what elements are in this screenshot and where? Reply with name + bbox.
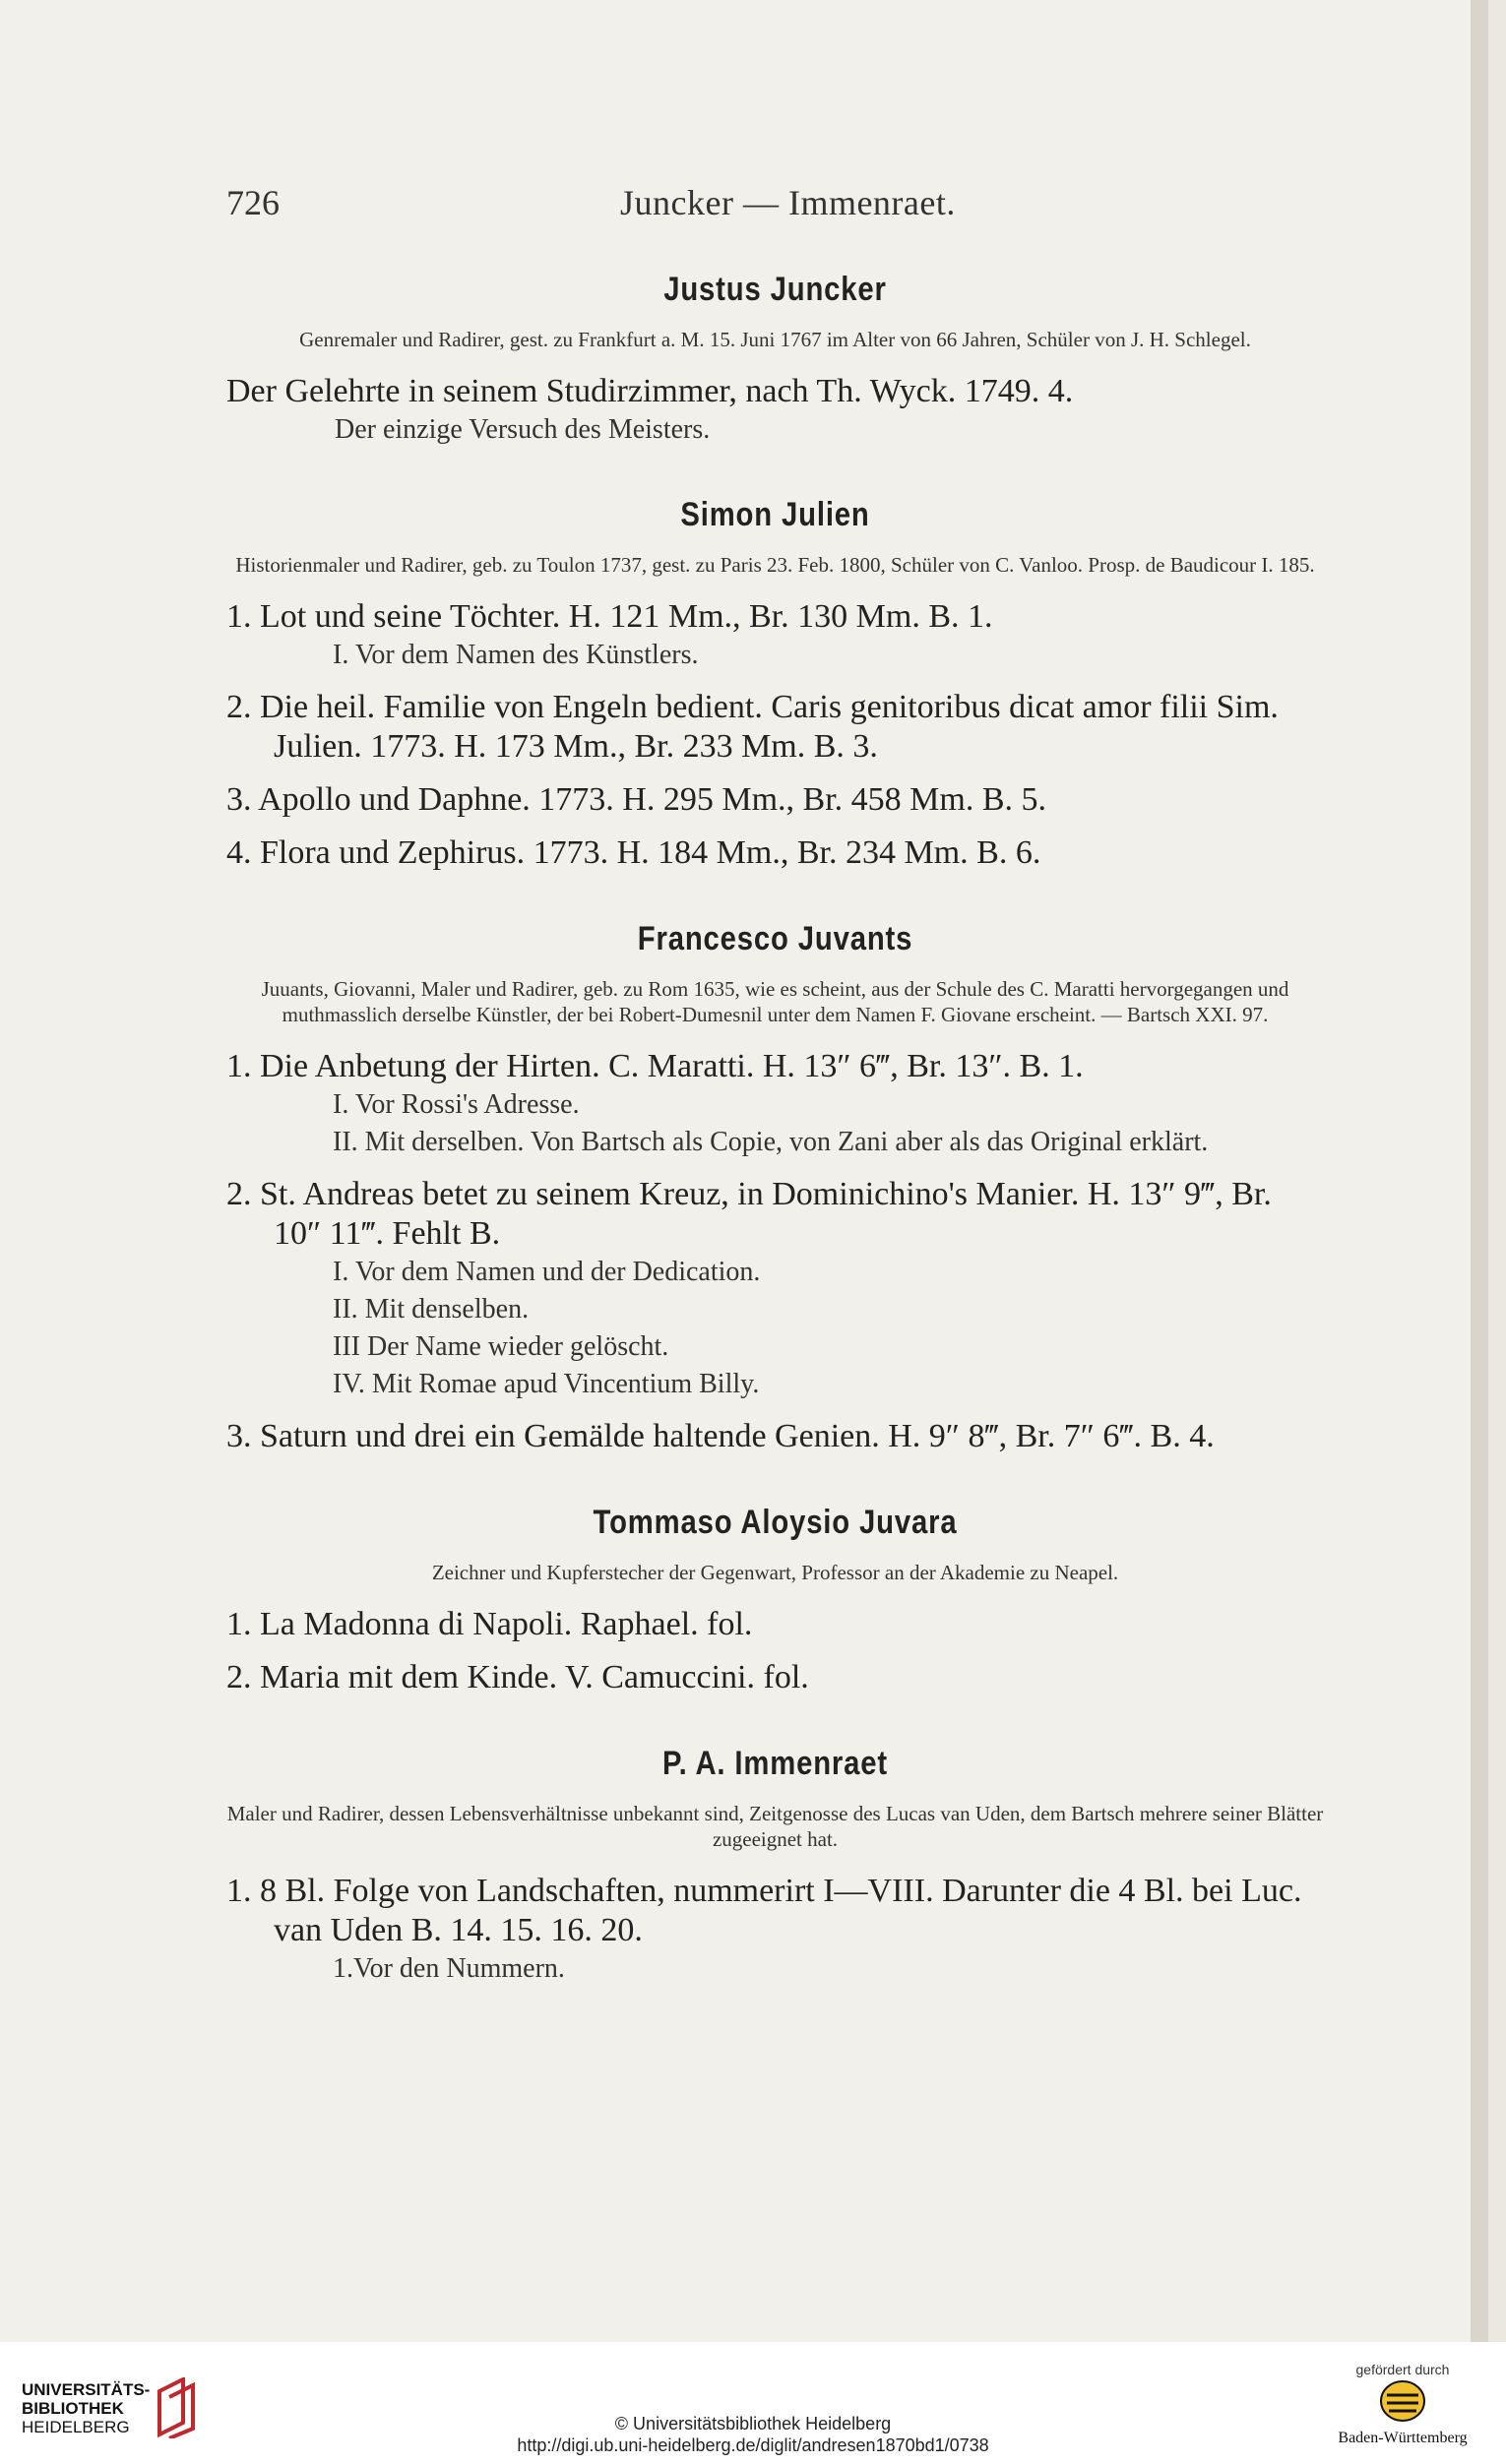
library-name-line3: HEIDELBERG bbox=[22, 2417, 130, 2436]
entry-text: 1. La Madonna di Napoli. Raphael. fol. bbox=[226, 1606, 753, 1642]
digitization-footer bbox=[0, 2342, 1506, 2464]
catalogue-entry bbox=[226, 1047, 1324, 1161]
artist-name: P. A. Immenraet bbox=[661, 1745, 889, 1782]
artist-section bbox=[226, 271, 1324, 449]
artist-name: Justus Juncker bbox=[663, 271, 887, 308]
running-header bbox=[226, 182, 1324, 223]
entry-text: Der Gelehrte in seinem Studirzimmer, nach Th. Wyck. 1749. 4. bbox=[226, 373, 1074, 409]
catalogue-entry bbox=[226, 1872, 1324, 1988]
catalogue-entry bbox=[226, 597, 1324, 674]
copyright-text: © Universitätsbibliothek Heidelberg bbox=[614, 2414, 892, 2433]
entry-state: III Der Name wieder gelöscht. bbox=[333, 1331, 669, 1362]
entry-text: 2. Maria mit dem Kinde. V. Camuccini. fol. bbox=[226, 1659, 809, 1695]
catalogue-entry bbox=[226, 1605, 1324, 1644]
entry-state: 1.Vor den Nummern. bbox=[333, 1953, 565, 1984]
entry-state: II. Mit denselben. bbox=[333, 1294, 530, 1324]
catalogue-entry bbox=[226, 1417, 1324, 1456]
catalogue-entry bbox=[226, 780, 1324, 820]
artist-section bbox=[226, 1504, 1324, 1697]
entry-text: 4. Flora und Zephirus. 1773. H. 184 Mm., Br. 234 Mm. B. 6. bbox=[226, 834, 1041, 871]
entry-state: II. Mit derselben. Von Bartsch als Copie, von Zani aber als das Original erklärt. bbox=[333, 1127, 1209, 1157]
catalogue-entry bbox=[226, 1658, 1324, 1697]
sponsor-name: Baden-Württemberg bbox=[1338, 2430, 1468, 2446]
entry-note: Der einzige Versuch des Meisters. bbox=[335, 414, 711, 445]
artist-name: Francesco Juvants bbox=[637, 920, 913, 957]
sponsor-label: gefördert durch bbox=[1355, 2362, 1450, 2377]
entry-text: 1. Die Anbetung der Hirten. C. Maratti. H. 13″ 6‴, Br. 13″. B. 1. bbox=[226, 1048, 1084, 1084]
coat-of-arms-icon bbox=[1373, 2377, 1432, 2425]
artist-section bbox=[226, 496, 1324, 873]
artist-bio: Maler und Radirer, dessen Lebensverhältnisse unbekannt sind, Zeitgenosse des Lucas van Uden, dem Bartsch mehrere seiner Blätter zugeeignet hat. bbox=[226, 1802, 1324, 1851]
page-content bbox=[226, 182, 1324, 2002]
entry-text: 2. Die heil. Familie von Engeln bedient. Caris genitoribus dicat amor filii Sim. Julien. 1773. H. 173 Mm., Br. 233 Mm. B. 3. bbox=[226, 689, 1279, 765]
permalink[interactable]: http://digi.ub.uni-heidelberg.de/diglit/andresen1870bd1/0738 bbox=[517, 2435, 989, 2455]
artist-bio: Zeichner und Kupferstecher der Gegenwart, Professor an der Akademie zu Neapel. bbox=[431, 1561, 1119, 1584]
entry-text: 3. Saturn und drei ein Gemälde haltende Genien. H. 9″ 8‴, Br. 7″ 6‴. B. 4. bbox=[226, 1418, 1215, 1454]
entry-state: IV. Mit Romae apud Vincentium Billy. bbox=[333, 1369, 760, 1399]
credit-block bbox=[0, 2413, 1506, 2456]
entry-text: 1. 8 Bl. Folge von Landschaften, nummerirt I—VIII. Darunter die 4 Bl. bei Luc. van Uden B. 14. 15. 16. 20. bbox=[226, 1873, 1302, 1948]
catalogue-entry bbox=[226, 1175, 1324, 1403]
catalogue-entry bbox=[226, 372, 1324, 449]
entry-state: I. Vor dem Namen und der Dedication. bbox=[333, 1257, 761, 1287]
library-name-line2: BIBLIOTHEK bbox=[22, 2398, 124, 2418]
page-edge bbox=[1471, 0, 1488, 2342]
page-number: 726 bbox=[226, 183, 280, 222]
sponsor-block[interactable] bbox=[1319, 2362, 1486, 2447]
entry-state: I. Vor Rossi's Adresse. bbox=[333, 1089, 580, 1120]
entry-state: I. Vor dem Namen des Künstlers. bbox=[333, 640, 699, 670]
artist-section bbox=[226, 1745, 1324, 1988]
artist-name: Tommaso Aloysio Juvara bbox=[593, 1504, 958, 1541]
running-title: Juncker — Immenraet. bbox=[620, 183, 956, 222]
artist-section bbox=[226, 920, 1324, 1456]
artist-name: Simon Julien bbox=[680, 496, 870, 533]
artist-bio: Juuants, Giovanni, Maler und Radirer, geb. zu Rom 1635, wie es scheint, aus der Schule des C. Maratti hervorgegangen und muthmasslich derselbe Künstler, der bei Robert-Dumesnil unter dem Namen F. Giovane erscheint. — Bartsch XXI. 97. bbox=[261, 977, 1289, 1026]
catalogue-entry bbox=[226, 833, 1324, 873]
entry-text: 3. Apollo und Daphne. 1773. H. 295 Mm., Br. 458 Mm. B. 5. bbox=[226, 781, 1047, 818]
entry-text: 1. Lot und seine Töchter. H. 121 Mm., Br. 130 Mm. B. 1. bbox=[226, 598, 993, 635]
entry-text: 2. St. Andreas betet zu seinem Kreuz, in Dominichino's Manier. H. 13″ 9‴, Br. 10″ 11‴. Fehlt B. bbox=[226, 1176, 1272, 1252]
catalogue-entry bbox=[226, 688, 1324, 767]
artist-bio: Genremaler und Radirer, gest. zu Frankfurt a. M. 15. Juni 1767 im Alter von 66 Jahren, Schüler von J. H. Schlegel. bbox=[299, 328, 1251, 351]
library-name-line1: UNIVERSITÄTS- bbox=[22, 2379, 151, 2399]
artist-bio: Historienmaler und Radirer, geb. zu Toulon 1737, gest. zu Paris 23. Feb. 1800, Schüler von C. Vanloo. Prosp. de Baudicour I. 185. bbox=[235, 553, 1315, 577]
